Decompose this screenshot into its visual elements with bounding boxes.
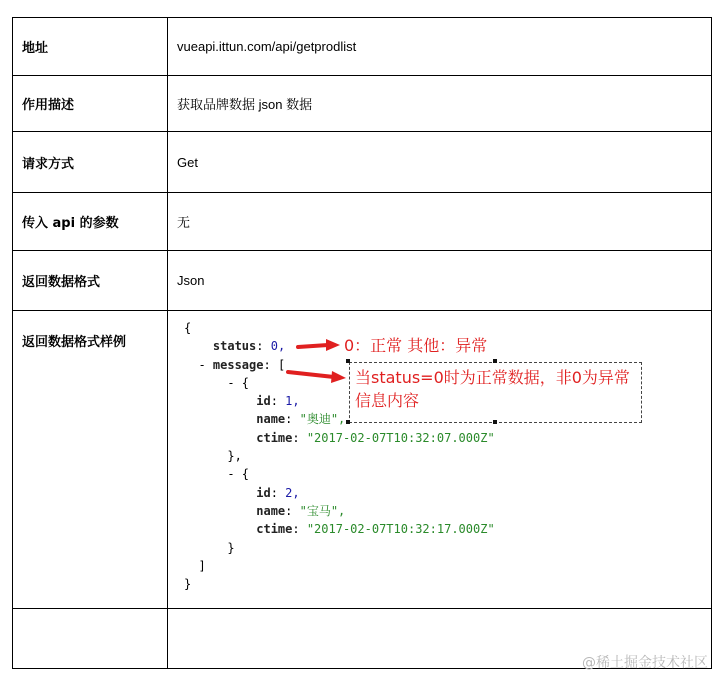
field-label: 返回数据格式 [13, 251, 168, 311]
table-row [13, 132, 712, 193]
field-label [13, 609, 168, 669]
field-value: vueapi.ittun.com/api/getprodlist [168, 18, 712, 76]
field-label: 请求方式 [13, 132, 168, 193]
table-row [13, 76, 712, 132]
resize-handle[interactable] [493, 359, 497, 363]
table-row [13, 193, 712, 251]
resize-handle[interactable] [493, 420, 497, 424]
watermark: @稀土掘金技术社区 [582, 655, 708, 671]
resize-handle[interactable] [346, 359, 350, 363]
field-label: 作用描述 [13, 76, 168, 132]
field-value: 无 [168, 193, 712, 251]
table-row [13, 251, 712, 311]
table-row [13, 18, 712, 76]
collapse-toggle[interactable]: - { [227, 467, 250, 482]
message-annotation: 当status=0时为正常数据，非0为异常信息内容 [355, 368, 630, 410]
status-annotation: 0：正常 其他：异常 [344, 336, 488, 355]
field-value: Json [168, 251, 712, 311]
resize-handle[interactable] [346, 420, 350, 424]
field-value: 获取品牌数据 json 数据 [168, 76, 712, 132]
field-label: 地址 [13, 18, 168, 76]
field-label: 传入 api 的参数 [13, 193, 168, 251]
json-code-block: { status: 0, - message: [ - { id: 1, name: "奥迪", ctime: "2017-02-07T10:32:07.000Z" }, - { id: 2, name: "宝马", ctime: "2017-02-07T10:32:17.000Z" } ] } [184, 321, 495, 592]
collapse-toggle[interactable]: - { [227, 375, 250, 390]
field-label: 返回数据格式样例 [13, 311, 168, 609]
collapse-toggle[interactable]: - [198, 357, 213, 372]
field-value: Get [168, 132, 712, 193]
